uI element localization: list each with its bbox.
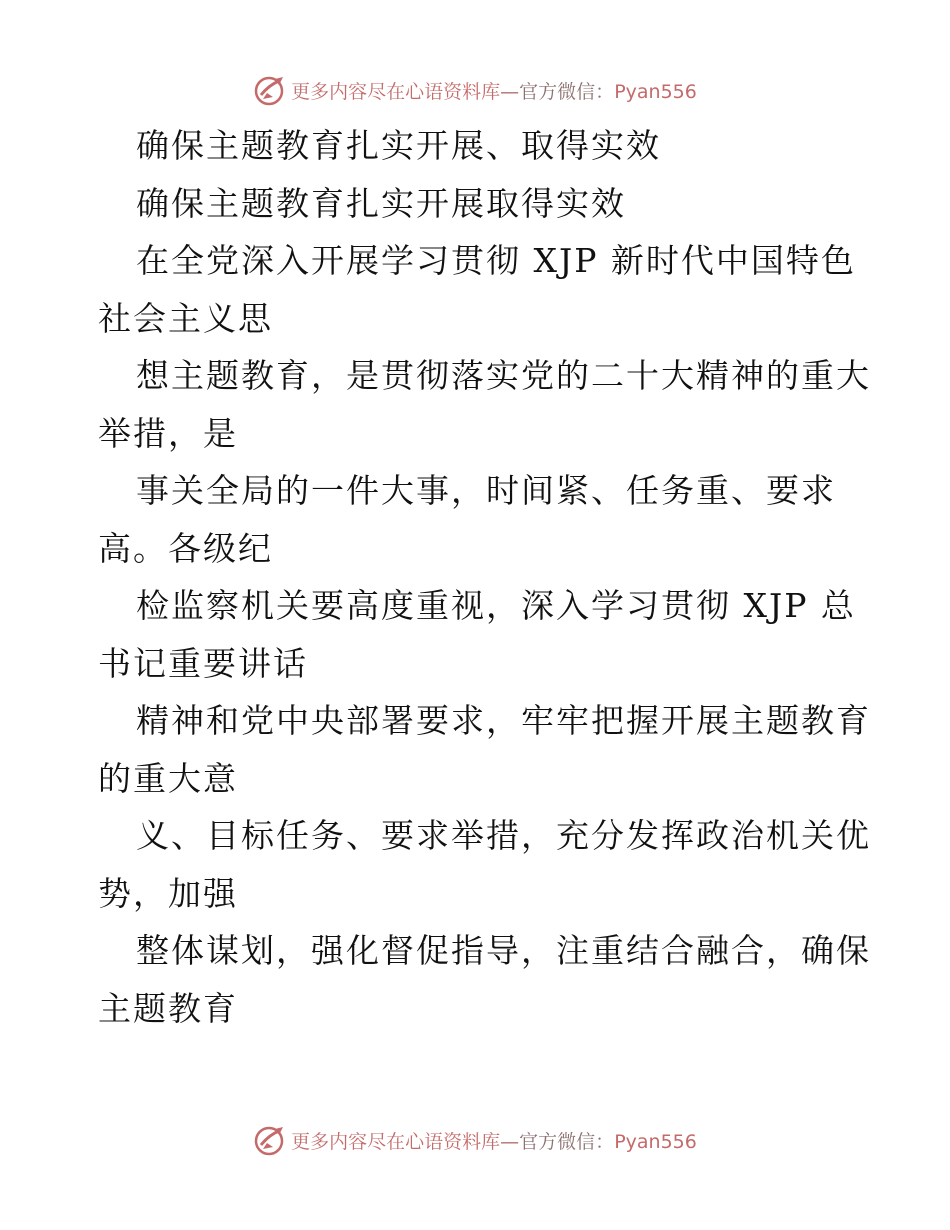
- banner-wechat-account: Pyan556: [614, 1130, 697, 1153]
- banner-separator: —: [500, 80, 520, 103]
- footer-banner: [0, 1120, 950, 1160]
- banner-separator: —: [500, 1130, 520, 1153]
- banner-wechat-label: 官方微信：: [519, 80, 615, 103]
- doc-line: 精神和党中央部署要求，牢牢把握开展主题教育: [136, 701, 871, 740]
- banner-site-name: 更多内容尽在心语资料库: [291, 1130, 501, 1153]
- doc-line: 主题教育: [98, 988, 238, 1028]
- banner-text: [291, 1127, 697, 1154]
- doc-line: 事关全局的一件大事，时间紧、任务重、要求: [136, 471, 836, 510]
- banner-wechat-account: Pyan556: [614, 80, 697, 103]
- doc-line: 的重大意: [98, 758, 238, 798]
- banner-text: [291, 77, 697, 104]
- doc-line: 想主题教育，是贯彻落实党的二十大精神的重大: [136, 356, 871, 395]
- doc-line-subtitle: 确保主题教育扎实开展取得实效: [136, 183, 626, 223]
- doc-line: 高。各级纪: [98, 528, 273, 568]
- doc-line: 举措，是: [98, 413, 238, 453]
- book-logo-icon: [253, 1123, 287, 1157]
- document-body: [98, 117, 871, 1037]
- doc-line: 在全党深入开展学习贯彻 XJP 新时代中国特色: [136, 241, 856, 280]
- doc-line: 义、目标任务、要求举措，充分发挥政治机关优: [136, 816, 871, 855]
- doc-line-title: 确保主题教育扎实开展、取得实效: [136, 126, 661, 165]
- header-banner: [0, 70, 950, 110]
- book-logo-icon: [253, 73, 287, 107]
- doc-line: 书记重要讲话: [98, 643, 308, 683]
- doc-line: 检监察机关要高度重视，深入学习贯彻 XJP 总: [136, 586, 856, 625]
- doc-line: 整体谋划，强化督促指导，注重结合融合，确保: [136, 931, 871, 970]
- banner-wechat-label: 官方微信：: [519, 1130, 615, 1153]
- doc-line: 势，加强: [98, 873, 238, 913]
- banner-site-name: 更多内容尽在心语资料库: [291, 80, 501, 103]
- doc-line: 社会主义思: [98, 298, 273, 338]
